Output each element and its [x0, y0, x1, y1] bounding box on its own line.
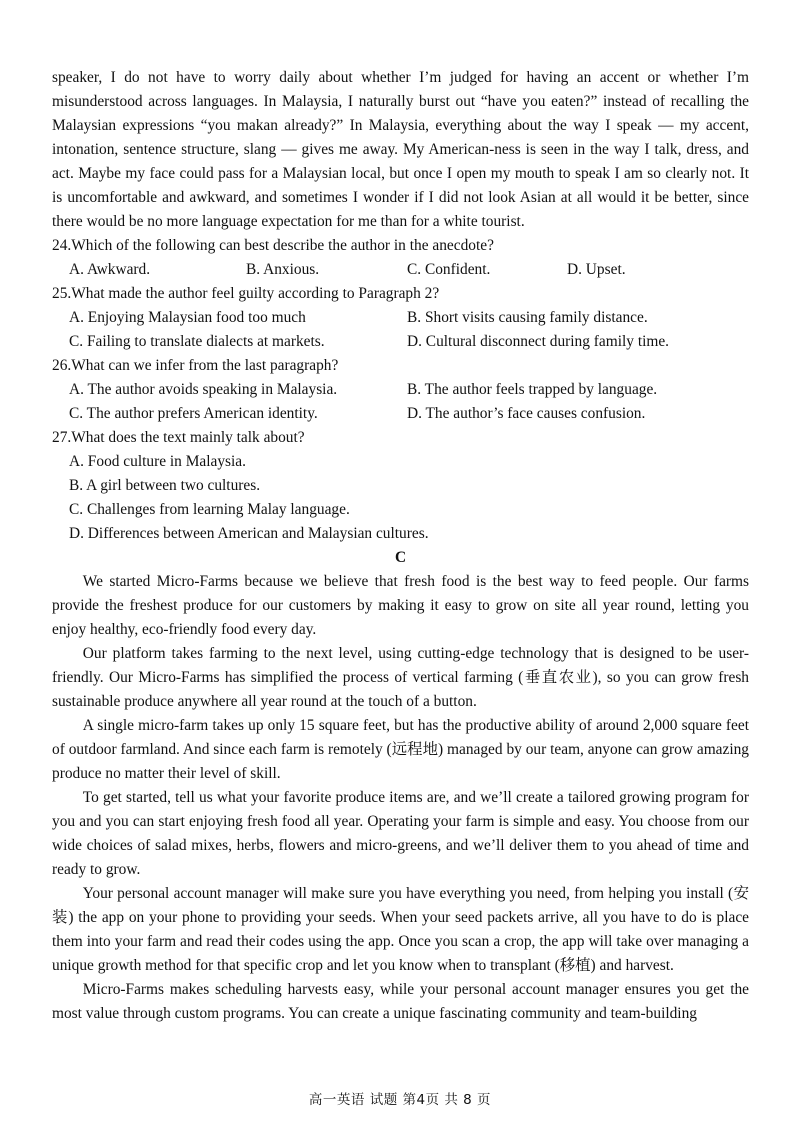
options-row	[52, 330, 749, 354]
question-26	[52, 354, 749, 426]
option-d: D. The author’s face causes confusion.	[407, 405, 646, 422]
option-a: A. Enjoying Malaysian food too much	[69, 309, 306, 326]
section-c-paragraph-5: Your personal account manager will make sure you have everything you need, from helping you install (安装) the app on your phone to providing your seeds. When your seed packets arrive, all you have to do is place them into your farm and read their codes using the app. Once you scan a crop, the app will take over managing a unique growth method for that specific crop and let you know when to transplant (移植) and harvest.	[52, 885, 749, 974]
option-c: C. Challenges from learning Malay language.	[69, 501, 350, 518]
option-b: B. Short visits causing family distance.	[407, 309, 648, 326]
option-c: C. Confident.	[407, 261, 491, 278]
section-c-paragraph-4: To get started, tell us what your favorite produce items are, and we’ll create a tailored growing program for you and you can start enjoying fresh food all year. Operating your farm is simple and easy. You choose from our wide choices of salad mixes, herbs, flowers and micro-greens, and we’ll deliver them to you ahead of time and ready to grow.	[52, 789, 749, 878]
section-c-paragraph-3: A single micro-farm takes up only 15 square feet, but has the productive ability of around 2,000 square feet of outdoor farmland. And since each farm is remotely (远程地) managed by our team, anyone can grow amazing produce no matter their level of skill.	[52, 717, 749, 782]
question-stem: 26.What can we infer from the last paragraph?	[52, 357, 339, 374]
options-row	[52, 378, 749, 402]
exam-page	[52, 66, 749, 1026]
options-row	[52, 306, 749, 330]
option-c: C. The author prefers American identity.	[69, 405, 318, 422]
option-d: D. Cultural disconnect during family time.	[407, 333, 670, 350]
options-row	[52, 258, 749, 282]
passage-b-ending: speaker, I do not have to worry daily about whether I’m judged for having an accent or whether I’m misunderstood across languages. In Malaysia, I naturally burst out “have you eaten?” instead of recalling the Malaysian expressions “you makan already?” In Malaysia, everything about the way I speak — my accent, intonation, sentence structure, slang — gives me away. My American-ness is seen in the way I talk, dress, and act. Maybe my face could pass for a Malaysian local, but once I open my mouth to speak I am so clearly not. It is uncomfortable and awkward, and sometimes I wonder if I did not look Asian at all would it be better, since there would be no more language expectation for me than for a white tourist.	[52, 69, 749, 230]
section-c-paragraph-2: Our platform takes farming to the next level, using cutting-edge technology that is designed to be user-friendly. Our Micro-Farms has simplified the process of vertical farming (垂直农业), so you can grow fresh sustainable produce anywhere all year round at the touch of a button.	[52, 645, 749, 710]
question-24	[52, 234, 749, 282]
option-c: C. Failing to translate dialects at markets.	[69, 333, 325, 350]
question-25	[52, 282, 749, 354]
section-c-title: C	[394, 549, 407, 566]
option-a: A. Awkward.	[69, 261, 151, 278]
option-a: A. Food culture in Malaysia.	[69, 453, 246, 470]
option-d: D. Upset.	[567, 261, 626, 278]
question-stem: 25.What made the author feel guilty according to Paragraph 2?	[52, 285, 440, 302]
question-stem: 27.What does the text mainly talk about?	[52, 429, 305, 446]
option-d: D. Differences between American and Malaysian cultures.	[69, 525, 429, 542]
option-b: B. The author feels trapped by language.	[407, 381, 658, 398]
option-b: B. A girl between two cultures.	[69, 477, 261, 494]
question-stem: 24.Which of the following can best describe the author in the anecdote?	[52, 237, 494, 254]
section-c-paragraph-1: We started Micro-Farms because we believe that fresh food is the best way to feed people. Our farms provide the freshest produce for our customers by making it easy to grow on site all year round, letting you enjoy healthy, eco-friendly food every day.	[52, 573, 749, 638]
option-b: B. Anxious.	[246, 261, 320, 278]
option-a: A. The author avoids speaking in Malaysia.	[69, 381, 338, 398]
page-footer: 高一英语 试题 第4页 共 8 页	[308, 1092, 492, 1108]
options-row	[52, 402, 749, 426]
section-c-paragraph-6: Micro-Farms makes scheduling harvests easy, while your personal account manager ensures you get the most value through custom programs. You can create a unique fascinating community and team-building	[52, 981, 749, 1022]
question-27	[52, 426, 749, 546]
